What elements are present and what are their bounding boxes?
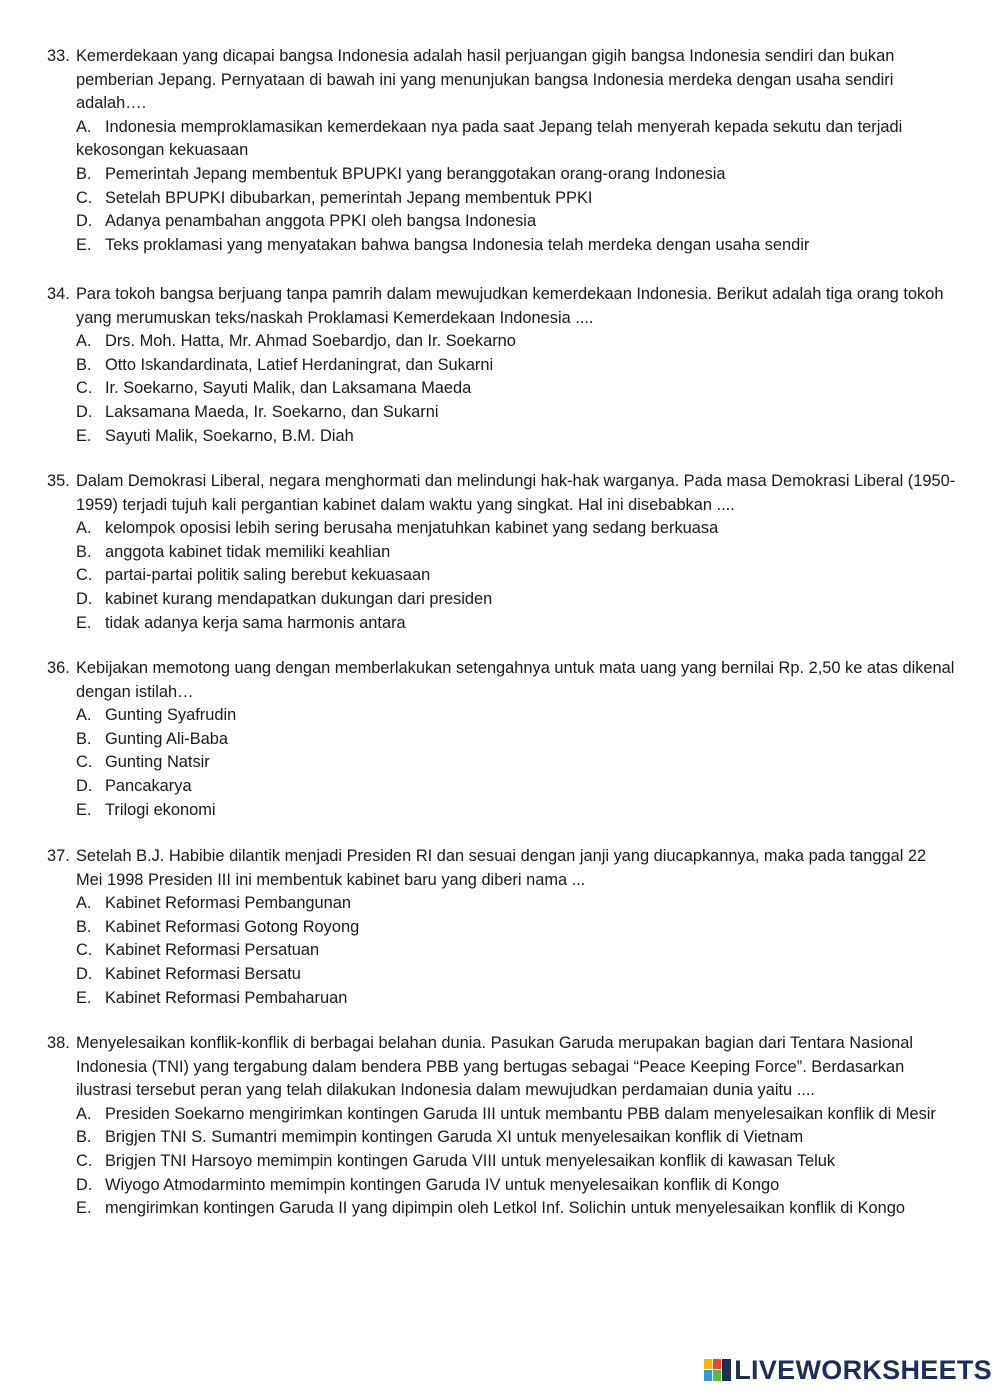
option-letter: D.	[76, 589, 93, 608]
question-text: Kemerdekaan yang dicapai bangsa Indonesia adalah hasil perjuangan gigih bangsa Indonesia sendiri dan bukan pemberian Jepang. Pernyataan di bawah ini yang menunjukan bangsa Indonesia merdeka dengan usaha sendiri adalah….	[76, 47, 895, 113]
option-letter: D.	[76, 964, 93, 983]
option-letter: E.	[76, 988, 92, 1007]
option-text: Pemerintah Jepang membentuk BPUPKI yang beranggotakan orang-orang Indonesia	[105, 164, 726, 183]
question-number: 35.	[47, 472, 70, 490]
option-letter: C.	[76, 379, 93, 398]
question-stem	[47, 470, 957, 517]
option-text: tidak adanya kerja sama harmonis antara	[105, 613, 406, 632]
option-text: Kabinet Reformasi Pembaharuan	[105, 988, 348, 1007]
question-stem	[47, 45, 957, 116]
option-d[interactable]	[76, 588, 957, 612]
answer-options	[76, 116, 957, 258]
option-b[interactable]	[76, 163, 957, 187]
option-letter: B.	[76, 1128, 92, 1147]
option-a[interactable]	[76, 116, 957, 163]
option-d[interactable]	[76, 210, 957, 234]
option-c[interactable]	[76, 564, 957, 588]
option-b[interactable]	[76, 1126, 957, 1150]
option-letter: E.	[76, 235, 92, 254]
answer-options	[76, 330, 957, 448]
liveworksheets-logo-icon	[704, 1359, 732, 1381]
option-e[interactable]	[76, 425, 957, 449]
option-e[interactable]	[76, 612, 957, 636]
option-d[interactable]	[76, 401, 957, 425]
option-text: Kabinet Reformasi Bersatu	[105, 964, 301, 983]
option-text: Gunting Syafrudin	[105, 706, 237, 725]
question-stem	[47, 845, 957, 892]
option-text: Gunting Natsir	[105, 753, 210, 772]
option-a[interactable]	[76, 330, 957, 354]
option-letter: C.	[76, 753, 93, 772]
option-e[interactable]	[76, 1197, 957, 1221]
option-letter: A.	[76, 332, 92, 351]
option-e[interactable]	[76, 234, 957, 258]
option-c[interactable]	[76, 1150, 957, 1174]
question-38	[47, 1032, 957, 1221]
option-c[interactable]	[76, 187, 957, 211]
option-text: Drs. Moh. Hatta, Mr. Ahmad Soebardjo, dan Ir. Soekarno	[105, 332, 516, 351]
option-text: Laksamana Maeda, Ir. Soekarno, dan Sukarni	[105, 402, 439, 421]
answer-options	[76, 517, 957, 635]
question-stem	[47, 283, 957, 330]
liveworksheets-logo	[704, 1357, 992, 1383]
option-text: kabinet kurang mendapatkan dukungan dari presiden	[105, 589, 493, 608]
question-34	[47, 283, 957, 448]
option-letter: A.	[76, 706, 92, 725]
option-text: Wiyogo Atmodarminto memimpin kontingen Garuda IV untuk menyelesaikan konflik di Kongo	[105, 1175, 780, 1194]
option-c[interactable]	[76, 939, 957, 963]
option-letter: D.	[76, 776, 93, 795]
question-text: Dalam Demokrasi Liberal, negara menghormati dan melindungi hak-hak warganya. Pada masa Demokrasi Liberal (1950-1959) terjadi tujuh kali pergantian kabinet dalam waktu yang singkat. Hal ini disebabkan ....	[76, 472, 956, 514]
option-a[interactable]	[76, 704, 957, 728]
option-c[interactable]	[76, 377, 957, 401]
answer-options	[76, 892, 957, 1010]
option-text: mengirimkan kontingen Garuda II yang dipimpin oleh Letkol Inf. Solichin untuk menyelesaikan konflik di Kongo	[105, 1199, 905, 1218]
option-letter: E.	[76, 800, 92, 819]
question-stem	[47, 657, 957, 704]
option-text: Adanya penambahan anggota PPKI oleh bangsa Indonesia	[105, 212, 537, 231]
question-text: Setelah B.J. Habibie dilantik menjadi Presiden RI dan sesuai dengan janji yang diucapkannya, maka pada tanggal 22 Mei 1998 Presiden III ini membentuk kabinet baru yang diberi nama ...	[76, 847, 927, 889]
question-36	[47, 657, 957, 822]
option-letter: D.	[76, 212, 93, 231]
option-e[interactable]	[76, 799, 957, 823]
option-text: partai-partai politik saling berebut kekuasaan	[105, 566, 431, 585]
question-text: Kebijakan memotong uang dengan memberlakukan setengahnya untuk mata uang yang bernilai Rp. 2,50 ke atas dikenal dengan istilah…	[76, 659, 955, 701]
option-text: Otto Iskandardinata, Latief Herdaningrat, dan Sukarni	[105, 355, 494, 374]
question-number: 36.	[47, 659, 70, 677]
question-number: 34.	[47, 285, 70, 303]
option-letter: E.	[76, 1199, 92, 1218]
option-letter: A.	[76, 1104, 92, 1123]
question-number: 38.	[47, 1034, 70, 1052]
option-letter: A.	[76, 894, 92, 913]
option-d[interactable]	[76, 775, 957, 799]
option-text: Kabinet Reformasi Persatuan	[105, 941, 320, 960]
option-letter: A.	[76, 519, 92, 538]
option-text: Sayuti Malik, Soekarno, B.M. Diah	[105, 426, 354, 445]
option-d[interactable]	[76, 963, 957, 987]
option-e[interactable]	[76, 987, 957, 1011]
answer-options	[76, 1103, 957, 1221]
option-text: kelompok oposisi lebih sering berusaha menjatuhkan kabinet yang sedang berkuasa	[105, 519, 719, 538]
option-text: anggota kabinet tidak memiliki keahlian	[105, 542, 391, 561]
option-text: Gunting Ali-Baba	[105, 729, 229, 748]
option-c[interactable]	[76, 751, 957, 775]
logo-wordmark: LIVEWORKSHEETS	[734, 1355, 992, 1385]
option-letter: B.	[76, 917, 92, 936]
option-text: Indonesia memproklamasikan kemerdekaan nya pada saat Jepang telah menyerah kepada sekutu dan terjadi kekosongan kekuasaan	[76, 117, 903, 160]
option-text: Teks proklamasi yang menyatakan bahwa bangsa Indonesia telah merdeka dengan usaha sendir	[105, 235, 810, 254]
option-text: Ir. Soekarno, Sayuti Malik, dan Laksamana Maeda	[105, 379, 472, 398]
question-number: 37.	[47, 847, 70, 865]
option-d[interactable]	[76, 1174, 957, 1198]
option-text: Kabinet Reformasi Pembangunan	[105, 894, 352, 913]
option-text: Trilogi ekonomi	[105, 800, 216, 819]
option-letter: B.	[76, 542, 92, 561]
option-a[interactable]	[76, 892, 957, 916]
option-text: Setelah BPUPKI dibubarkan, pemerintah Jepang membentuk PPKI	[105, 188, 593, 207]
option-letter: A.	[76, 117, 92, 136]
question-text: Para tokoh bangsa berjuang tanpa pamrih dalam mewujudkan kemerdekaan Indonesia. Berikut adalah tiga orang tokoh yang merumuskan teks/naskah Proklamasi Kemerdekaan Indonesia ....	[76, 285, 944, 327]
option-text: Presiden Soekarno mengirimkan kontingen Garuda III untuk membantu PBB dalam menyelesaikan konflik di Mesir	[105, 1104, 936, 1123]
option-b[interactable]	[76, 728, 957, 752]
option-a[interactable]	[76, 517, 957, 541]
option-b[interactable]	[76, 916, 957, 940]
option-text: Kabinet Reformasi Gotong Royong	[105, 917, 360, 936]
question-33	[47, 45, 957, 257]
option-text: Brigjen TNI Harsoyo memimpin kontingen Garuda VIII untuk menyelesaikan konflik di kawasan Teluk	[105, 1151, 836, 1170]
option-letter: E.	[76, 613, 92, 632]
option-letter: B.	[76, 355, 92, 374]
option-letter: C.	[76, 188, 93, 207]
question-stem	[47, 1032, 957, 1103]
question-37	[47, 845, 957, 1010]
option-letter: D.	[76, 1175, 93, 1194]
option-a[interactable]	[76, 1103, 957, 1127]
question-text: Menyelesaikan konflik-konflik di berbagai belahan dunia. Pasukan Garuda merupakan bagian dari Tentara Nasional Indonesia (TNI) yang tergabung dalam bendera PBB yang bertugas sebagai “Peace Keeping Force”. Berdasarkan ilustrasi tersebut peran yang telah dilakukan Indonesia dalam mewujudkan perdamaian dunia yaitu ....	[76, 1034, 914, 1100]
answer-options	[76, 704, 957, 822]
question-number: 33.	[47, 47, 70, 65]
option-b[interactable]	[76, 541, 957, 565]
option-letter: B.	[76, 729, 92, 748]
option-letter: E.	[76, 426, 92, 445]
option-letter: C.	[76, 941, 93, 960]
option-letter: B.	[76, 164, 92, 183]
question-35	[47, 470, 957, 635]
option-letter: C.	[76, 1151, 93, 1170]
option-b[interactable]	[76, 354, 957, 378]
option-letter: C.	[76, 566, 93, 585]
option-text: Pancakarya	[105, 776, 192, 795]
option-letter: D.	[76, 402, 93, 421]
option-text: Brigjen TNI S. Sumantri memimpin kontingen Garuda XI untuk menyelesaikan konflik di Vietnam	[105, 1128, 804, 1147]
